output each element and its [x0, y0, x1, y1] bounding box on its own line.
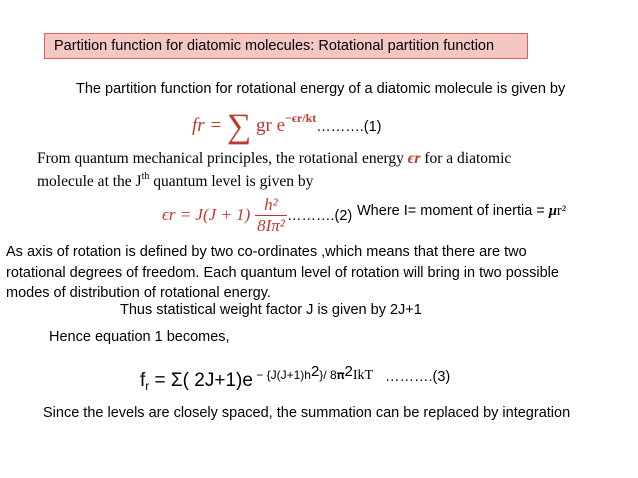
eq3-exp-c: IkT [352, 368, 374, 383]
intro-line: The partition function for rotational energy of a diatomic molecule is given by [76, 81, 566, 97]
para1-text-a: From quantum mechanical principles, the rotational energy [37, 150, 408, 167]
eq2-label: ……….(2) [287, 208, 353, 224]
equation-3 [140, 363, 373, 393]
para1-line2 [37, 171, 313, 191]
eq1-exponent: −ϵr/kt [285, 111, 317, 125]
eq1-label: ……….(1) [316, 119, 382, 135]
eq2-denominator: 8Iπ² [257, 216, 285, 235]
eq1-lhs: fr = [192, 115, 227, 136]
para2-line2: rotational degrees of freedom. Each quantum level of rotation will bring in two possible [6, 265, 559, 281]
equation-1 [192, 108, 381, 146]
eq3-exp-sup: 2 [310, 363, 320, 380]
conclusion-line: Since the levels are closely spaced, the summation can be replaced by integration [43, 405, 571, 421]
eq2-numerator: h² [255, 195, 287, 216]
eq1-g: gr [251, 115, 272, 136]
eq1-e: e [271, 115, 286, 136]
para1-text-c: molecule at the J [37, 173, 142, 190]
slide-title-text: Partition function for diatomic molecules: Rotational partition function [54, 38, 495, 54]
para2-line1: As axis of rotation is defined by two co-ordinates ,which means that there are two [6, 244, 527, 260]
eq2-fraction [255, 195, 287, 236]
epsilon-symbol: ϵr [407, 150, 421, 167]
para1-line1 [37, 150, 511, 168]
para2-line3: modes of distribution of rotational energy. [6, 285, 271, 301]
para1-text-d: quantum level is given by [149, 173, 314, 190]
mu-symbol: μ [548, 203, 557, 219]
eq2-lhs: ϵr = J(J + 1) [162, 204, 251, 224]
para1-text-b: for a diatomic [420, 150, 512, 167]
eq3-mid: = Σ( 2J+1)e [149, 370, 253, 391]
eq3-exp-b: }/ 8𝛑 [319, 368, 345, 382]
hence-line: Hence equation 1 becomes, [49, 329, 230, 345]
slide-title [44, 33, 528, 59]
eq3-f: f [140, 370, 146, 391]
eq1-sigma: ∑ [227, 108, 252, 145]
eq3-exp-sup2: 2 [344, 363, 353, 380]
eq3-exp-a: − {J(J+1)h [252, 368, 311, 382]
eq3-sub: r [145, 379, 150, 393]
where-text: Where I= moment of inertia = [357, 203, 549, 219]
r-squared: r² [556, 203, 567, 219]
moment-of-inertia-note [357, 203, 566, 220]
eq3-label: ……….(3) [385, 369, 451, 385]
equation-2 [162, 195, 287, 236]
para1-sup: th [141, 171, 150, 182]
eq3-exponent [252, 363, 374, 383]
weight-factor-line: Thus statistical weight factor J is given by 2J+1 [120, 302, 422, 318]
